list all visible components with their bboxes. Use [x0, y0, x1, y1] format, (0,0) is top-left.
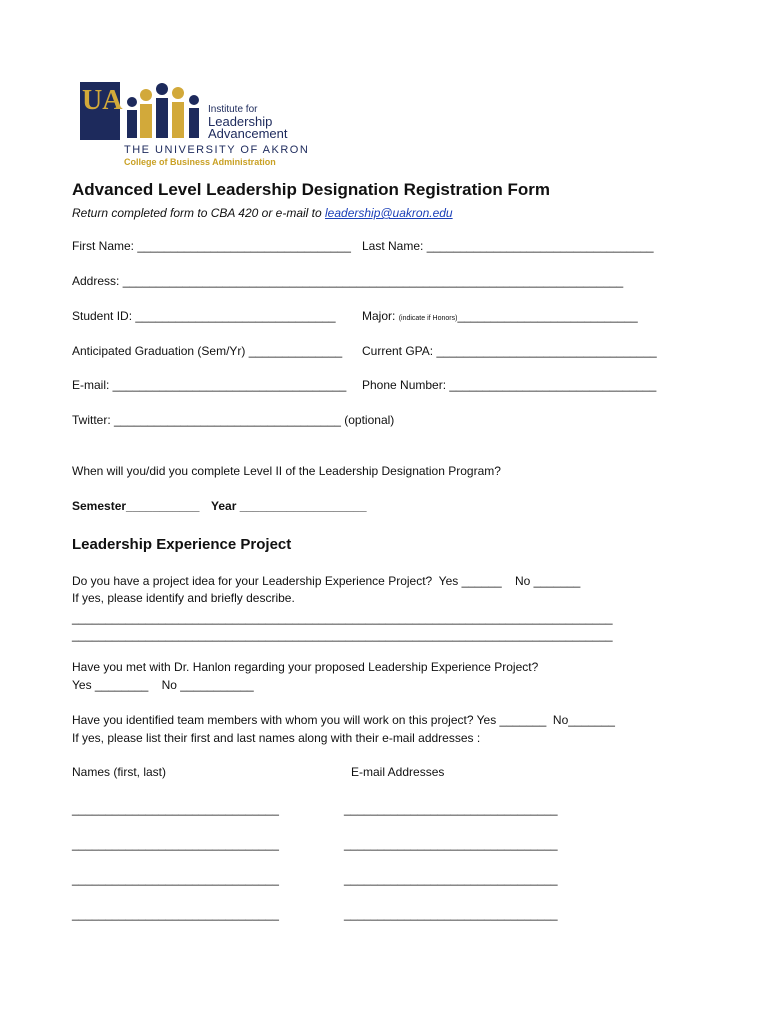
- ua-letters: UA: [82, 85, 123, 116]
- email-field[interactable]: E-mail: ___________________________________: [72, 378, 347, 392]
- institute-name: Institute for Leadership Advancement: [208, 104, 288, 141]
- name-line[interactable]: _______________________________: [72, 802, 279, 816]
- student-id-field[interactable]: Student ID: ______________________________: [72, 309, 336, 323]
- name-line[interactable]: _______________________________: [72, 872, 279, 886]
- description-line[interactable]: _________________________________________________________________________________: [72, 628, 613, 642]
- email-line[interactable]: ________________________________: [344, 872, 558, 886]
- semester-field[interactable]: Semester___________: [72, 499, 200, 513]
- gpa-field[interactable]: Current GPA: _________________________________: [362, 344, 657, 358]
- hanlon-answer[interactable]: Yes ________ No ___________: [72, 678, 254, 692]
- address-field[interactable]: Address: ___________________________________________________________________________: [72, 274, 624, 288]
- graduation-field[interactable]: Anticipated Graduation (Sem/Yr) ______________: [72, 344, 343, 358]
- year-field[interactable]: Year ___________________: [211, 499, 367, 513]
- project-idea-question[interactable]: Do you have a project idea for your Leadership Experience Project? Yes ______ No _______: [72, 574, 581, 588]
- email-link[interactable]: leadership@uakron.edu: [325, 206, 453, 220]
- emails-header: E-mail Addresses: [351, 765, 445, 779]
- major-note: (indicate if Honors): [398, 315, 458, 322]
- hanlon-question: Have you met with Dr. Hanlon regarding your proposed Leadership Experience Project?: [72, 660, 539, 674]
- team-question[interactable]: Have you identified team members with whom you will work on this project? Yes _______ No_______: [72, 713, 615, 727]
- major-field[interactable]: [362, 309, 638, 323]
- first-name-field[interactable]: First Name: ________________________________: [72, 239, 351, 253]
- people-icon: [124, 80, 214, 140]
- instruction-label: Return completed form to CBA 420 or e-mail to: [72, 206, 325, 220]
- page-title: Advanced Level Leadership Designation Registration Form: [72, 180, 550, 199]
- university-logo: [80, 80, 320, 172]
- team-list-prompt: If yes, please list their first and last names along with their e-mail addresses :: [72, 731, 481, 745]
- project-describe-prompt: If yes, please identify and briefly describe.: [72, 591, 295, 605]
- email-line[interactable]: ________________________________: [344, 837, 558, 851]
- ua-monogram: [80, 82, 123, 140]
- college-name: College of Business Administration: [124, 157, 276, 167]
- phone-field[interactable]: Phone Number: _______________________________: [362, 378, 657, 392]
- major-label: Major:: [362, 309, 399, 323]
- name-line[interactable]: _______________________________: [72, 907, 279, 921]
- description-line[interactable]: _________________________________________________________________________________: [72, 611, 613, 625]
- twitter-field[interactable]: Twitter: __________________________________ (optional): [72, 413, 395, 427]
- email-line[interactable]: ________________________________: [344, 802, 558, 816]
- last-name-field[interactable]: Last Name: __________________________________: [362, 239, 654, 253]
- level2-question: When will you/did you complete Level II of the Leadership Designation Program?: [72, 464, 501, 478]
- email-line[interactable]: ________________________________: [344, 907, 558, 921]
- section-heading: Leadership Experience Project: [72, 536, 292, 553]
- name-line[interactable]: _______________________________: [72, 837, 279, 851]
- major-line: ___________________________: [457, 309, 638, 323]
- names-header: Names (first, last): [72, 765, 167, 779]
- instruction-text: [72, 206, 453, 220]
- university-name: THE UNIVERSITY OF AKRON: [124, 144, 310, 156]
